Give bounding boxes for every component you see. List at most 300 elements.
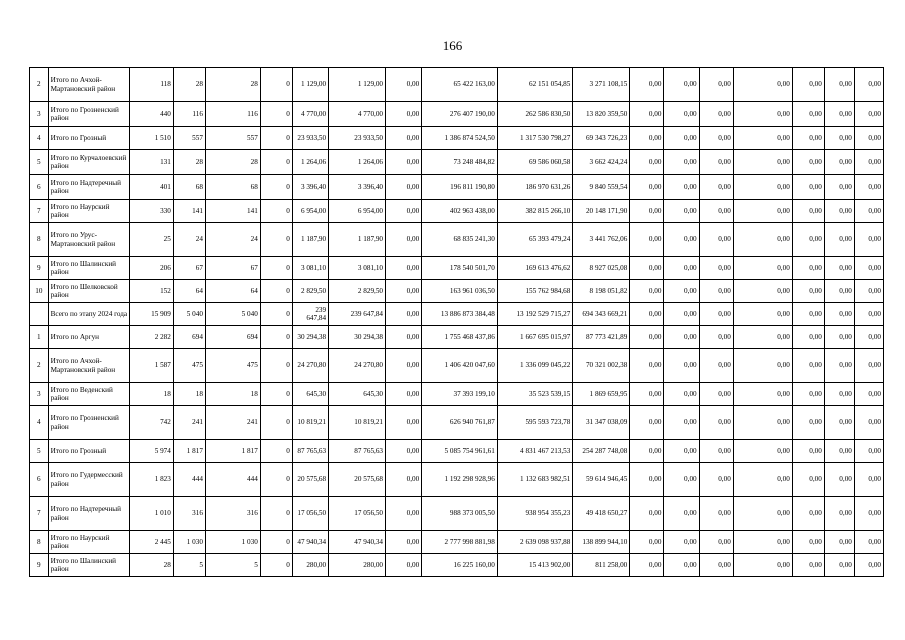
cell: 0,00 xyxy=(630,554,664,577)
cell: 0,00 xyxy=(854,257,883,280)
cell: 0,00 xyxy=(630,531,664,554)
table-row xyxy=(30,280,884,303)
cell: 8 927 025,08 xyxy=(573,257,630,280)
cell: 0 xyxy=(260,463,292,497)
cell: 1 386 874 524,50 xyxy=(422,127,498,150)
cell: 0,00 xyxy=(386,303,422,326)
cell: 70 321 002,38 xyxy=(573,349,630,383)
cell: 0,00 xyxy=(792,497,824,531)
cell: 239 647,84 xyxy=(329,303,386,326)
cell: 3 081,10 xyxy=(292,257,328,280)
cell: 0 xyxy=(260,326,292,349)
row-number: 9 xyxy=(30,257,49,280)
table-row xyxy=(30,257,884,280)
cell: 196 811 190,80 xyxy=(422,175,498,200)
cell: 138 899 944,10 xyxy=(573,531,630,554)
cell: 3 396,40 xyxy=(292,175,328,200)
cell: 20 148 171,90 xyxy=(573,200,630,223)
cell: 694 343 669,21 xyxy=(573,303,630,326)
cell: 0,00 xyxy=(792,303,824,326)
cell: 0,00 xyxy=(733,68,792,102)
cell: 4 770,00 xyxy=(292,102,328,127)
cell: 0 xyxy=(260,497,292,531)
cell: 0,00 xyxy=(824,303,854,326)
cell: 10 819,21 xyxy=(329,406,386,440)
row-name: Итого по Грозненский район xyxy=(48,406,130,440)
cell: 0,00 xyxy=(386,463,422,497)
row-name: Итого по Ачхой-Мартановский район xyxy=(48,68,130,102)
cell: 87 765,63 xyxy=(329,440,386,463)
table-row xyxy=(30,554,884,577)
row-name: Итого по Надтеречный район xyxy=(48,497,130,531)
cell: 2 282 xyxy=(130,326,173,349)
cell: 0,00 xyxy=(824,175,854,200)
row-number xyxy=(30,303,49,326)
cell: 0,00 xyxy=(699,102,733,127)
cell: 87 773 421,89 xyxy=(573,326,630,349)
cell: 0,00 xyxy=(824,497,854,531)
cell: 0 xyxy=(260,68,292,102)
row-number: 9 xyxy=(30,554,49,577)
cell: 59 614 946,45 xyxy=(573,463,630,497)
cell: 0 xyxy=(260,200,292,223)
row-number: 7 xyxy=(30,200,49,223)
cell: 1 667 695 015,97 xyxy=(497,326,573,349)
cell: 68 835 241,30 xyxy=(422,223,498,257)
cell: 0,00 xyxy=(630,102,664,127)
cell: 0 xyxy=(260,102,292,127)
cell: 0,00 xyxy=(664,554,699,577)
row-number: 8 xyxy=(30,531,49,554)
cell: 2 777 998 881,98 xyxy=(422,531,498,554)
row-name: Итого по Веденский район xyxy=(48,383,130,406)
cell: 0,00 xyxy=(824,280,854,303)
cell: 0,00 xyxy=(386,440,422,463)
cell: 0,00 xyxy=(699,531,733,554)
cell: 116 xyxy=(173,102,205,127)
cell: 811 258,00 xyxy=(573,554,630,577)
cell: 0,00 xyxy=(664,200,699,223)
cell: 13 886 873 384,48 xyxy=(422,303,498,326)
table-row xyxy=(30,200,884,223)
cell: 0,00 xyxy=(824,463,854,497)
cell: 0 xyxy=(260,257,292,280)
cell: 0,00 xyxy=(854,554,883,577)
cell: 1 132 683 982,51 xyxy=(497,463,573,497)
cell: 24 xyxy=(173,223,205,257)
cell: 37 393 199,10 xyxy=(422,383,498,406)
cell: 0,00 xyxy=(854,127,883,150)
table-row xyxy=(30,175,884,200)
cell: 23 933,50 xyxy=(292,127,328,150)
table-row xyxy=(30,463,884,497)
cell: 0,00 xyxy=(854,463,883,497)
cell: 0,00 xyxy=(630,257,664,280)
cell: 0,00 xyxy=(699,349,733,383)
cell: 0,00 xyxy=(386,200,422,223)
cell: 28 xyxy=(173,150,205,175)
cell: 118 xyxy=(130,68,173,102)
cell: 0,00 xyxy=(824,257,854,280)
cell: 0,00 xyxy=(733,383,792,406)
cell: 0,00 xyxy=(386,127,422,150)
cell: 254 287 748,08 xyxy=(573,440,630,463)
cell: 0,00 xyxy=(792,440,824,463)
cell: 239 647,84 xyxy=(292,303,328,326)
row-number: 2 xyxy=(30,68,49,102)
cell: 0,00 xyxy=(733,223,792,257)
cell: 0,00 xyxy=(824,440,854,463)
cell: 0,00 xyxy=(386,150,422,175)
row-number: 5 xyxy=(30,440,49,463)
cell: 0,00 xyxy=(792,463,824,497)
cell: 0 xyxy=(260,223,292,257)
cell: 557 xyxy=(205,127,260,150)
cell: 0,00 xyxy=(792,406,824,440)
cell: 28 xyxy=(205,68,260,102)
cell: 694 xyxy=(173,326,205,349)
cell: 1 869 659,95 xyxy=(573,383,630,406)
row-name: Итого по Шелковской район xyxy=(48,280,130,303)
cell: 988 373 005,50 xyxy=(422,497,498,531)
cell: 3 441 762,06 xyxy=(573,223,630,257)
cell: 18 xyxy=(130,383,173,406)
cell: 0,00 xyxy=(733,200,792,223)
cell: 0,00 xyxy=(630,127,664,150)
table-row xyxy=(30,127,884,150)
cell: 0,00 xyxy=(699,554,733,577)
cell: 1 510 xyxy=(130,127,173,150)
cell: 595 593 723,78 xyxy=(497,406,573,440)
row-name: Итого по Грозный xyxy=(48,440,130,463)
cell: 67 xyxy=(173,257,205,280)
cell: 2 829,50 xyxy=(329,280,386,303)
cell: 0,00 xyxy=(386,406,422,440)
cell: 1 817 xyxy=(173,440,205,463)
cell: 0,00 xyxy=(664,68,699,102)
cell: 35 523 539,15 xyxy=(497,383,573,406)
cell: 186 970 631,26 xyxy=(497,175,573,200)
cell: 4 770,00 xyxy=(329,102,386,127)
cell: 73 248 484,82 xyxy=(422,150,498,175)
cell: 0,00 xyxy=(824,200,854,223)
cell: 0,00 xyxy=(386,554,422,577)
cell: 0,00 xyxy=(664,406,699,440)
row-name: Итого по Ачхой-Мартановский район xyxy=(48,349,130,383)
cell: 557 xyxy=(173,127,205,150)
table-row xyxy=(30,406,884,440)
cell: 0,00 xyxy=(699,200,733,223)
cell: 0,00 xyxy=(824,223,854,257)
cell: 178 540 501,70 xyxy=(422,257,498,280)
cell: 0,00 xyxy=(630,303,664,326)
cell: 0,00 xyxy=(733,280,792,303)
cell: 0,00 xyxy=(733,127,792,150)
cell: 0 xyxy=(260,531,292,554)
cell: 0,00 xyxy=(733,303,792,326)
cell: 0,00 xyxy=(792,280,824,303)
cell: 0,00 xyxy=(824,554,854,577)
cell: 23 933,50 xyxy=(329,127,386,150)
cell: 0,00 xyxy=(630,68,664,102)
cell: 0,00 xyxy=(630,223,664,257)
cell: 0,00 xyxy=(824,150,854,175)
cell: 0,00 xyxy=(664,175,699,200)
cell: 0,00 xyxy=(699,280,733,303)
cell: 24 xyxy=(205,223,260,257)
cell: 0 xyxy=(260,440,292,463)
cell: 0,00 xyxy=(792,223,824,257)
cell: 0,00 xyxy=(664,303,699,326)
cell: 0,00 xyxy=(630,280,664,303)
cell: 0,00 xyxy=(792,200,824,223)
cell: 0,00 xyxy=(630,406,664,440)
cell: 0,00 xyxy=(699,175,733,200)
row-number: 8 xyxy=(30,223,49,257)
cell: 475 xyxy=(205,349,260,383)
cell: 67 xyxy=(205,257,260,280)
cell: 18 xyxy=(173,383,205,406)
cell: 0,00 xyxy=(630,326,664,349)
cell: 0,00 xyxy=(386,257,422,280)
cell: 152 xyxy=(130,280,173,303)
cell: 742 xyxy=(130,406,173,440)
cell: 1 336 099 045,22 xyxy=(497,349,573,383)
cell: 0,00 xyxy=(664,497,699,531)
row-name: Итого по Наурский район xyxy=(48,200,130,223)
cell: 68 xyxy=(205,175,260,200)
data-table xyxy=(29,67,884,577)
cell: 20 575,68 xyxy=(292,463,328,497)
cell: 0,00 xyxy=(854,497,883,531)
cell: 0,00 xyxy=(664,349,699,383)
cell: 155 762 984,68 xyxy=(497,280,573,303)
cell: 401 xyxy=(130,175,173,200)
cell: 0,00 xyxy=(630,175,664,200)
cell: 0,00 xyxy=(733,531,792,554)
cell: 0,00 xyxy=(733,349,792,383)
cell: 1 317 530 798,27 xyxy=(497,127,573,150)
cell: 0,00 xyxy=(733,554,792,577)
cell: 0 xyxy=(260,175,292,200)
cell: 0 xyxy=(260,127,292,150)
cell: 141 xyxy=(173,200,205,223)
cell: 0,00 xyxy=(630,150,664,175)
cell: 0,00 xyxy=(854,175,883,200)
cell: 0,00 xyxy=(386,497,422,531)
cell: 0,00 xyxy=(386,326,422,349)
cell: 13 192 529 715,27 xyxy=(497,303,573,326)
cell: 694 xyxy=(205,326,260,349)
cell: 0,00 xyxy=(854,406,883,440)
cell: 0,00 xyxy=(792,349,824,383)
cell: 0,00 xyxy=(854,303,883,326)
cell: 0,00 xyxy=(664,223,699,257)
cell: 0,00 xyxy=(792,150,824,175)
row-name: Итого по Гудермесский район xyxy=(48,463,130,497)
cell: 0,00 xyxy=(733,257,792,280)
cell: 0,00 xyxy=(854,200,883,223)
cell: 9 840 559,54 xyxy=(573,175,630,200)
cell: 3 271 108,15 xyxy=(573,68,630,102)
table-row xyxy=(30,150,884,175)
cell: 6 954,00 xyxy=(329,200,386,223)
cell: 0 xyxy=(260,280,292,303)
cell: 25 xyxy=(130,223,173,257)
cell: 0,00 xyxy=(630,497,664,531)
cell: 0,00 xyxy=(664,150,699,175)
row-number: 2 xyxy=(30,349,49,383)
cell: 116 xyxy=(205,102,260,127)
cell: 0,00 xyxy=(854,102,883,127)
cell: 626 940 761,87 xyxy=(422,406,498,440)
cell: 3 081,10 xyxy=(329,257,386,280)
cell: 15 909 xyxy=(130,303,173,326)
cell: 1 264,06 xyxy=(329,150,386,175)
cell: 10 819,21 xyxy=(292,406,328,440)
row-number: 4 xyxy=(30,406,49,440)
cell: 65 393 479,24 xyxy=(497,223,573,257)
cell: 28 xyxy=(205,150,260,175)
row-number: 3 xyxy=(30,383,49,406)
cell: 24 270,80 xyxy=(329,349,386,383)
row-number: 4 xyxy=(30,127,49,150)
cell: 69 343 726,23 xyxy=(573,127,630,150)
cell: 2 639 098 937,88 xyxy=(497,531,573,554)
table-row xyxy=(30,223,884,257)
cell: 0,00 xyxy=(792,175,824,200)
cell: 0,00 xyxy=(854,349,883,383)
cell: 131 xyxy=(130,150,173,175)
cell: 49 418 650,27 xyxy=(573,497,630,531)
cell: 169 613 476,62 xyxy=(497,257,573,280)
cell: 0,00 xyxy=(699,150,733,175)
row-number: 6 xyxy=(30,463,49,497)
cell: 0,00 xyxy=(854,326,883,349)
row-name: Итого по Наурский район xyxy=(48,531,130,554)
cell: 0,00 xyxy=(824,102,854,127)
cell: 0,00 xyxy=(733,440,792,463)
cell: 4 831 467 213,53 xyxy=(497,440,573,463)
cell: 938 954 355,23 xyxy=(497,497,573,531)
row-number: 6 xyxy=(30,175,49,200)
cell: 0,00 xyxy=(854,440,883,463)
cell: 47 940,34 xyxy=(329,531,386,554)
cell: 0,00 xyxy=(630,349,664,383)
cell: 0,00 xyxy=(824,406,854,440)
row-name: Итого по Урус-Мартановский район xyxy=(48,223,130,257)
cell: 1 187,90 xyxy=(292,223,328,257)
cell: 8 198 051,82 xyxy=(573,280,630,303)
cell: 0,00 xyxy=(854,280,883,303)
cell: 20 575,68 xyxy=(329,463,386,497)
cell: 16 225 160,00 xyxy=(422,554,498,577)
cell: 0,00 xyxy=(699,303,733,326)
cell: 0,00 xyxy=(699,440,733,463)
cell: 645,30 xyxy=(329,383,386,406)
cell: 0,00 xyxy=(386,349,422,383)
cell: 1 823 xyxy=(130,463,173,497)
cell: 141 xyxy=(205,200,260,223)
cell: 0,00 xyxy=(699,257,733,280)
cell: 262 586 830,50 xyxy=(497,102,573,127)
cell: 1 129,00 xyxy=(329,68,386,102)
cell: 0,00 xyxy=(699,326,733,349)
cell: 0,00 xyxy=(792,102,824,127)
cell: 0 xyxy=(260,303,292,326)
cell: 0,00 xyxy=(386,175,422,200)
cell: 15 413 902,00 xyxy=(497,554,573,577)
cell: 0,00 xyxy=(733,463,792,497)
cell: 0,00 xyxy=(664,383,699,406)
cell: 330 xyxy=(130,200,173,223)
cell: 0,00 xyxy=(386,102,422,127)
cell: 28 xyxy=(130,554,173,577)
cell: 5 974 xyxy=(130,440,173,463)
page-number: 166 xyxy=(442,38,463,53)
cell: 241 xyxy=(205,406,260,440)
cell: 402 963 438,00 xyxy=(422,200,498,223)
cell: 30 294,38 xyxy=(329,326,386,349)
cell: 1 129,00 xyxy=(292,68,328,102)
cell: 1 030 xyxy=(173,531,205,554)
cell: 5 085 754 961,61 xyxy=(422,440,498,463)
cell: 18 xyxy=(205,383,260,406)
row-name: Итого по Шалинский район xyxy=(48,554,130,577)
cell: 0,00 xyxy=(733,102,792,127)
cell: 444 xyxy=(205,463,260,497)
cell: 0,00 xyxy=(792,326,824,349)
cell: 0,00 xyxy=(824,349,854,383)
cell: 0 xyxy=(260,406,292,440)
cell: 280,00 xyxy=(329,554,386,577)
cell: 0,00 xyxy=(854,383,883,406)
cell: 64 xyxy=(205,280,260,303)
cell: 0,00 xyxy=(854,223,883,257)
cell: 13 820 359,50 xyxy=(573,102,630,127)
cell: 280,00 xyxy=(292,554,328,577)
cell: 3 396,40 xyxy=(329,175,386,200)
cell: 0,00 xyxy=(630,440,664,463)
row-name: Итого по Грозненский район xyxy=(48,102,130,127)
cell: 0,00 xyxy=(854,68,883,102)
cell: 1 264,06 xyxy=(292,150,328,175)
cell: 0,00 xyxy=(386,280,422,303)
cell: 0,00 xyxy=(699,463,733,497)
cell: 24 270,80 xyxy=(292,349,328,383)
cell: 1 755 468 437,86 xyxy=(422,326,498,349)
cell: 0,00 xyxy=(792,531,824,554)
row-number: 7 xyxy=(30,497,49,531)
row-number: 1 xyxy=(30,326,49,349)
cell: 0,00 xyxy=(733,497,792,531)
cell: 2 445 xyxy=(130,531,173,554)
cell: 0,00 xyxy=(664,102,699,127)
cell: 5 xyxy=(205,554,260,577)
cell: 0,00 xyxy=(824,383,854,406)
cell: 0,00 xyxy=(792,127,824,150)
cell: 0,00 xyxy=(792,68,824,102)
cell: 0,00 xyxy=(386,531,422,554)
cell: 0,00 xyxy=(792,383,824,406)
row-number: 3 xyxy=(30,102,49,127)
cell: 0,00 xyxy=(733,406,792,440)
table-row xyxy=(30,68,884,102)
cell: 0 xyxy=(260,150,292,175)
cell: 64 xyxy=(173,280,205,303)
cell: 0,00 xyxy=(664,280,699,303)
cell: 69 586 060,58 xyxy=(497,150,573,175)
